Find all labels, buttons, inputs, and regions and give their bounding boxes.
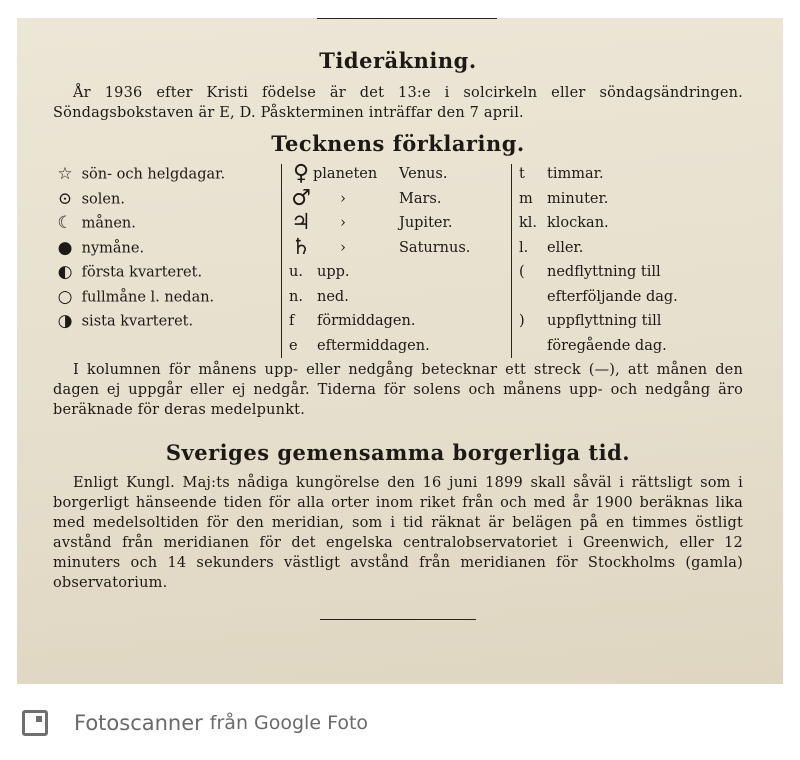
moon-icon: ☾	[57, 213, 73, 233]
legend-label: sista kvarteret.	[81, 313, 194, 330]
saturn-icon: ♄	[291, 234, 311, 260]
legend-abbr: m	[519, 190, 533, 207]
legend-row	[519, 309, 743, 334]
legend-label: månen.	[81, 215, 136, 232]
legend-column-symbols	[53, 162, 278, 334]
venus-icon: ♀	[292, 161, 310, 186]
legend-abbr: )	[519, 313, 525, 329]
legend-label: eller.	[547, 239, 584, 256]
legend-label: ned.	[317, 288, 349, 305]
full-moon-icon: ○	[57, 286, 73, 307]
page-content	[53, 42, 743, 620]
legend-mark: ›	[340, 239, 346, 256]
legend-abbr: f	[289, 313, 295, 329]
legend-title: Tecknens förklaring.	[271, 131, 525, 156]
legend-column-planets	[289, 162, 511, 358]
legend-row	[53, 260, 278, 285]
legend-label: nymåne.	[81, 239, 145, 256]
page-title: Tideräkning.	[319, 48, 477, 73]
legend-label: uppflyttning till	[547, 313, 662, 329]
legend-abbr: (	[519, 264, 525, 280]
moon-note-paragraph	[53, 360, 743, 420]
legend-row	[289, 260, 511, 285]
legend-label: minuter.	[547, 190, 609, 207]
legend-label: efterföljande dag.	[547, 288, 678, 305]
legend-label: timmar.	[547, 166, 604, 182]
footer-suffix: från Google Foto	[209, 712, 369, 734]
footer-app-name: Fotoscanner	[74, 711, 203, 735]
legend-label: fullmåne l. nedan.	[81, 288, 215, 305]
legend-row	[519, 285, 743, 310]
legend-row	[53, 187, 278, 212]
star-icon: ☆	[57, 164, 73, 184]
scanned-page-photo	[17, 18, 783, 684]
scanner-footer	[22, 706, 368, 740]
legend-row	[289, 211, 511, 236]
legend-mark: planeten	[313, 166, 378, 183]
moon-note-text: I kolumnen för månens upp- eller nedgång betecknar ett streck (—), att månen den dagen ej uppgår eller ej nedgår. Tiderna för solens och månens upp- och nedgång äro beräknade för deras medelpunkt.	[53, 362, 743, 418]
legend-label: upp.	[317, 264, 350, 280]
legend-row	[53, 236, 278, 261]
legend-abbr: t	[519, 166, 525, 182]
legend-row	[53, 162, 278, 187]
legend-row	[519, 162, 743, 187]
legend-mark: ›	[340, 215, 346, 232]
legend-abbr: e	[289, 337, 298, 354]
legend-row	[53, 309, 278, 334]
legend-row	[53, 285, 278, 310]
new-moon-icon: ●	[57, 237, 73, 258]
legend-column-abbreviations	[519, 162, 743, 358]
legend-label: solen.	[81, 190, 125, 207]
legend-mark: ›	[340, 190, 346, 207]
legend-label: Jupiter.	[399, 215, 453, 232]
last-quarter-icon: ◑	[57, 311, 73, 331]
legend-label: första kvarteret.	[81, 264, 203, 281]
legend-row	[519, 187, 743, 212]
legend-row	[289, 187, 511, 212]
legend-row	[519, 260, 743, 285]
section-paragraph	[53, 473, 743, 593]
legend-label: Saturnus.	[399, 239, 471, 256]
legend-abbr: n.	[289, 288, 303, 305]
column-divider	[281, 164, 282, 358]
legend-label: föregående dag.	[547, 337, 667, 354]
legend-label: nedflyttning till	[547, 264, 661, 280]
legend-row	[289, 236, 511, 261]
legend-label: Venus.	[399, 166, 448, 183]
legend-label: förmiddagen.	[317, 313, 416, 329]
symbol-legend	[53, 162, 743, 358]
legend-row	[519, 334, 743, 359]
sun-icon: ⊙	[57, 188, 73, 209]
legend-label: Mars.	[399, 190, 442, 207]
jupiter-icon: ♃	[291, 210, 311, 235]
legend-row	[289, 285, 511, 310]
intro-text: År 1936 efter Kristi födelse är det 13:e i solcirkeln eller söndagsändringen. Söndagsbokstaven är E, D. Påskterminen inträffar den 7 april.	[53, 85, 743, 121]
first-quarter-icon: ◐	[57, 262, 73, 282]
legend-abbr: l.	[519, 239, 529, 256]
legend-row	[289, 334, 511, 359]
section-text: Enligt Kungl. Maj:ts nådiga kungörelse den 16 juni 1899 skall såväl i rättsligt som i borgerligt hänseende tiden för alla orter inom riket från och med år 1900 beräknas lika med medelsoltiden för den meridian, som i tid räknat är belägen på en timmes östligt avstånd från meridianen för det engelska centralobservatoriet i Greenwich, eller 12 minuters och 14 sekunders västligt avstånd från meridianen för Stockholms (gamla) observatorium.	[53, 475, 743, 591]
legend-abbr: kl.	[519, 215, 538, 231]
intro-paragraph	[53, 83, 743, 123]
legend-row	[53, 211, 278, 236]
photo-scan-icon	[22, 710, 48, 736]
bottom-rule	[320, 619, 476, 620]
legend-row	[289, 309, 511, 334]
legend-label: klockan.	[547, 215, 609, 231]
legend-row	[519, 211, 743, 236]
top-rule	[317, 18, 497, 19]
legend-row	[289, 162, 511, 187]
legend-row	[519, 236, 743, 261]
section-title: Sveriges gemensamma borgerliga tid.	[165, 440, 631, 465]
legend-label: sön- och helgdagar.	[81, 166, 226, 183]
mars-icon: ♂	[291, 185, 311, 211]
legend-label: eftermiddagen.	[317, 337, 430, 354]
legend-abbr: u.	[289, 264, 303, 280]
column-divider	[511, 164, 512, 358]
